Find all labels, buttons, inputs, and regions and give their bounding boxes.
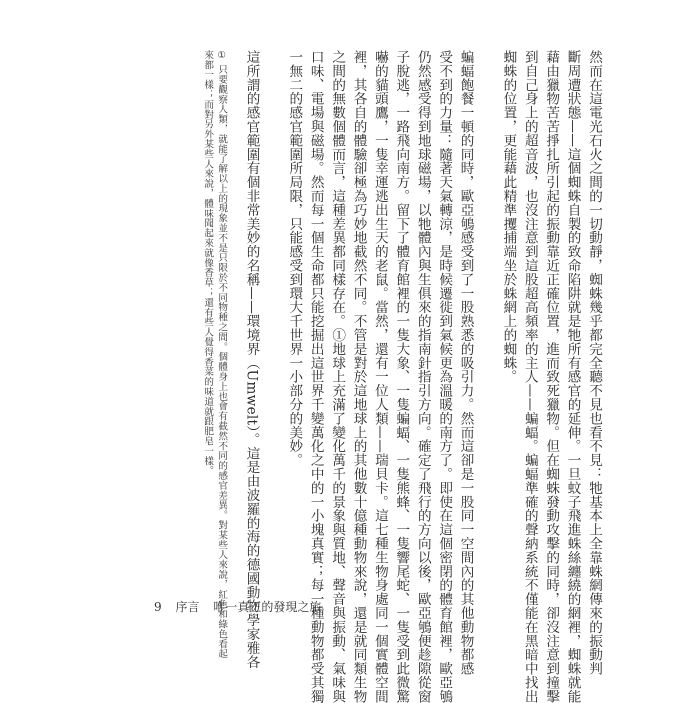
body-line: 仍然感受得到地球磁場，以牠體內與生俱來的指南針指引方向。確定了飛行的方向以後，歐亞鴝便趁隙從窗 <box>414 50 431 703</box>
section-name: 序言 <box>175 600 200 614</box>
body-line: 嚇的貓頭鷹，一隻幸運逃出生天的老鼠。當然，還有一位人類——瑞貝卡。這七種生物身處同一個實體空間 <box>371 50 388 703</box>
footnote-line: 來都一樣；而對另外某些人來說，體味聞起來就像香草；還有些人覺得香菜的味道就跟肥皂一樣。 <box>202 50 214 476</box>
footnote-text: 只要觀察人類，就能了解以上的現象並不是只限於不同物種之間。個體身上也會有截然不同的感官差異。對某些人來說，紅色和綠色看起 <box>216 64 228 659</box>
footnote-line <box>214 50 228 659</box>
body-line: 藉由獵物苦苦掙扎所引起的振動靠近正確位置，進而致死獵物。但在蜘蛛發動攻擊的同時，卻沒注意到撞擊 <box>543 50 560 703</box>
body-line: 裡，其各自的體驗卻極為巧妙地截然不同。不管是對於這地球上的其他數十億種動物來說，還是就同類生物 <box>350 50 367 703</box>
body-line: 蝙蝠飽餐一頓的同時，歐亞鴝感受到了一股熟悉的吸引力。然而這卻是一股同一空間內的其他動物都感 <box>457 50 474 676</box>
page-footer <box>154 598 331 615</box>
page-number: 9 <box>154 600 162 614</box>
paragraph-gap <box>262 50 283 590</box>
body-line: 口味、電場與磁場。然而每一個生命都只能挖掘出這世界千變萬化之中的一小塊真實；每一種動物都受其獨 <box>307 50 324 703</box>
body-line: 這所謂的感官範圍有個非常美妙的名稱——環境界（Umwelt）。這是由波羅的海的德國動物學家雅各 <box>243 50 260 669</box>
body-line: 蜘蛛的位置，更能藉此精準攫捕端坐於蛛網上的蜘蛛。 <box>500 50 517 384</box>
body-line: 受不到的力量：隨著天氣轉涼，是時候遷徙到氣候更為溫暖的南方了。即使在這個密閉的體育館裡，歐亞鴝 <box>436 50 453 703</box>
body-line: 到自己身上的超音波，也沒注意到這股超高頻率的主人——蝙蝠。蝙蝠準確的聲納系統不僅能在黑暗中找出 <box>521 50 538 703</box>
body-line: 子脫逃，一路飛向南方。留下了體育館裡的一隻大象、一隻蝙蝠、一隻熊蜂、一隻響尾蛇、一隻受到此微驚 <box>393 50 410 703</box>
footnote-marker: ① <box>216 50 228 62</box>
chapter-title: 唯一真正的發現之旅 <box>213 600 322 614</box>
body-line: 一無二的感官範圍所局限，只能感受到環大千世界一小部分的美妙。 <box>286 50 303 467</box>
body-line: 之間的無數個體而言，這種差異都同樣存在。①地球上充滿了變化萬千的景象與質地、聲音與振動、氣味與 <box>329 50 346 703</box>
body-line: 然而在這電光石火之間的一切動靜，蜘蛛幾乎都完全聽不見也看不見：牠基本上全靠蛛網傳來的振動判 <box>586 50 602 676</box>
body-line: 斷周遭狀態——這個蜘蛛自製的致命陷阱就是牠所有感官的延伸。一旦蚊子飛進蛛絲纏繞的網裡，蜘蛛就能 <box>564 50 581 703</box>
footnote-gap <box>228 50 240 590</box>
paragraph-gap <box>476 50 497 590</box>
